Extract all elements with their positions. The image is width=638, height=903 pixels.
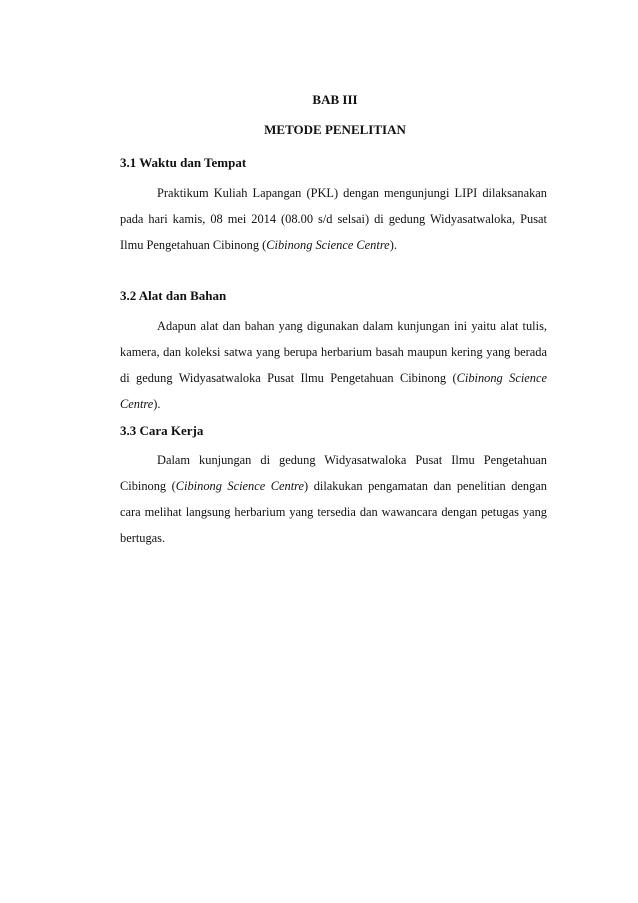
paragraph-text: Dalam kunjungan di gedung Widyasatwaloka Pusat Ilmu Pengetahuan Cibinong ( <box>120 453 547 493</box>
section-heading-alat-bahan: 3.2 Alat dan Bahan <box>120 288 227 303</box>
section-paragraph-waktu-tempat <box>120 180 547 258</box>
section-heading-cara-kerja: 3.3 Cara Kerja <box>120 423 204 438</box>
chapter-title: METODE PENELITIAN <box>264 122 406 137</box>
paragraph-italic-text: Cibinong Science Centre <box>120 371 547 411</box>
section-paragraph-alat-bahan <box>120 313 547 417</box>
paragraph-text: ). <box>153 397 161 411</box>
paragraph-text: Praktikum Kuliah Lapangan (PKL) dengan mengunjungi LIPI dilaksanakan pada hari kamis, 08 mei 2014 (08.00 s/d selsai) di gedung Widyasatwaloka, Pusat Ilmu Pengetahuan Cibinong ( <box>120 186 547 252</box>
paragraph-text: ). <box>389 238 397 252</box>
paragraph-italic-text: Cibinong Science Centre <box>175 479 305 493</box>
paragraph-text: ) dilakukan pengamatan dan penelitian dengan cara melihat langsung herbarium yang tersedia dan wawancara dengan petugas yang bertugas. <box>120 479 547 545</box>
paragraph-text: Adapun alat dan bahan yang digunakan dalam kunjungan ini yaitu alat tulis, kamera, dan koleksi satwa yang berupa herbarium basah maupun kering yang berada di gedung Widyasatwaloka Pusat Ilmu Pengetahuan Cibinong ( <box>120 319 547 385</box>
section-heading-waktu-tempat: 3.1 Waktu dan Tempat <box>120 155 247 170</box>
section-paragraph-cara-kerja <box>120 447 547 551</box>
chapter-label: BAB III <box>312 92 358 107</box>
paragraph-italic-text: Cibinong Science Centre <box>266 238 390 252</box>
